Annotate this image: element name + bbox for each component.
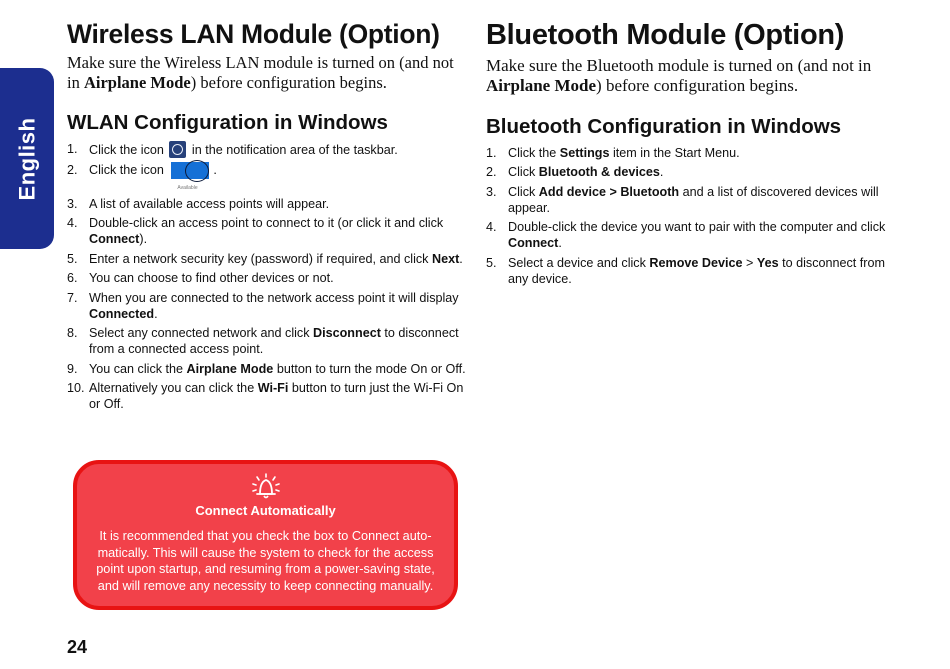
wlan-title: Wireless LAN Module (Option) — [67, 19, 440, 49]
wlan-intro: Make sure the Wireless LAN module is turned on (and not in Airplane Mode) before configuration begins. — [67, 53, 454, 93]
wlan-section — [67, 20, 467, 416]
list-item: 3. A list of available access points will appear. — [67, 196, 330, 211]
list-item: 4. Double-click an access point to connect to it (or click it and click Connect). — [67, 216, 444, 247]
bluetooth-section — [486, 20, 886, 290]
connect-automatically-notice — [73, 460, 458, 610]
list-item: 10. Alternatively you can click the Wi-Fi button to turn just the Wi-Fi On or Off. — [67, 381, 464, 412]
list-item: 3. Click Add device > Bluetooth and a list of discovered devices will appear. — [486, 184, 879, 215]
wlan-heading: WLAN Configuration in Windows — [67, 111, 388, 135]
wlan-steps — [67, 141, 467, 412]
language-tab — [0, 68, 54, 249]
list-item: 1. Click the Settings item in the Start Menu. — [486, 145, 740, 160]
bluetooth-steps — [486, 145, 886, 287]
list-item: 9. You can click the Airplane Mode button to turn the mode On or Off. — [67, 361, 466, 376]
list-item: 5. Select a device and click Remove Device > Yes to disconnect from any device. — [486, 255, 885, 286]
list-item: 2. Click Bluetooth & devices. — [486, 165, 664, 180]
page-number: 24 — [67, 637, 88, 657]
list-item: 5. Enter a network security key (password) if required, and click Next. — [67, 251, 463, 266]
notice-text: It is recommended that you check the box to Connect auto-matically. This will cause the system to check for the access point upon startup, and resuming from a power-saving state, and will remove any necessity to keep connecting manually. — [96, 529, 435, 593]
list-item: 6. You can choose to find other devices or not. — [67, 271, 334, 286]
bluetooth-intro: Make sure the Bluetooth module is turned on (and not in Airplane Mode) before configuration begins. — [486, 55, 872, 95]
list-item: 7. When you are connected to the network access point it will display Connected. — [67, 290, 459, 321]
list-item: 8. Select any connected network and click Disconnect to disconnect from a connected access point. — [67, 326, 459, 357]
bluetooth-title: Bluetooth Module (Option) — [486, 19, 845, 51]
list-item: 2. Click the icon Available . — [67, 162, 467, 188]
list-item: 4. Double-click the device you want to pair with the computer and click Connect. — [486, 220, 886, 251]
language-label: English — [14, 117, 40, 200]
list-item: 1. Click the icon in the notification area of the taskbar. — [67, 142, 398, 158]
network-globe-icon — [169, 141, 186, 158]
notice-title: Connect Automatically — [195, 503, 336, 518]
bluetooth-heading: Bluetooth Configuration in Windows — [486, 114, 842, 138]
bell-alert-icon — [249, 472, 283, 500]
wifi-tile-icon: Available — [169, 162, 211, 188]
